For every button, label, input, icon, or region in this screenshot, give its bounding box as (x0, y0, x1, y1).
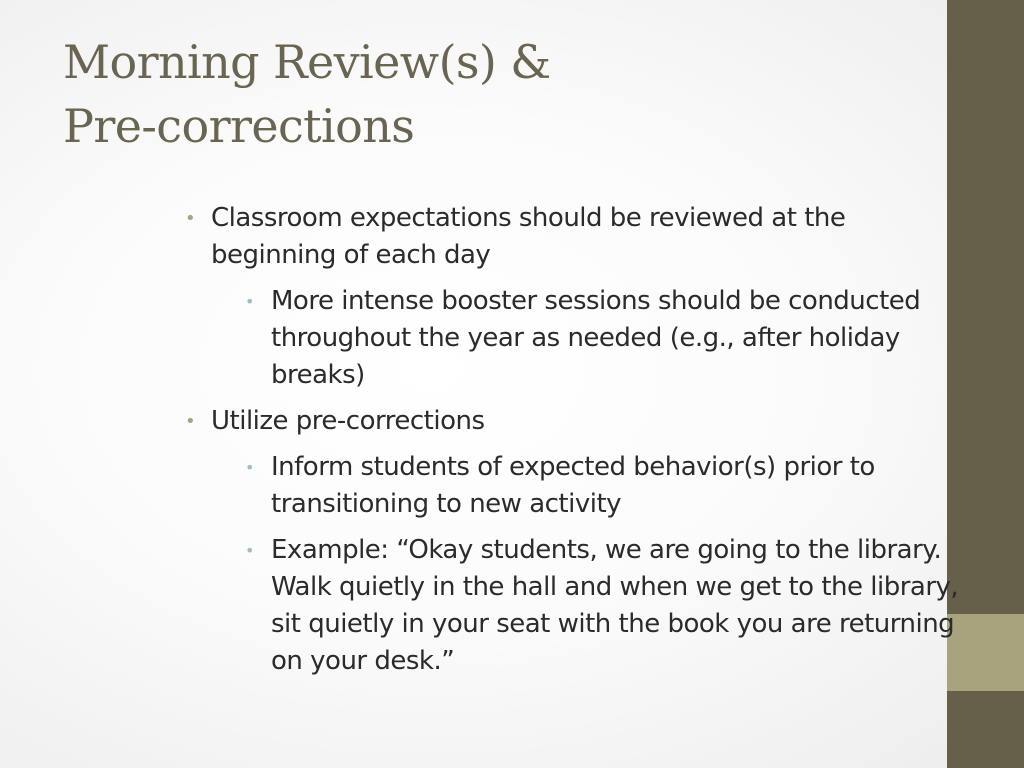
bullet-item (185, 200, 965, 394)
sub-bullet-list (211, 283, 965, 394)
sub-bullet-list (211, 449, 965, 680)
sub-bullet-text: Example: “Okay students, we are going to the library. Walk quietly in the hall and when we get to the library, sit quietly in your seat with the book you are returning on your desk.” (271, 535, 959, 676)
sub-bullet-text: More intense booster sessions should be conducted throughout the year as needed (e.g., after holiday breaks) (271, 286, 921, 390)
sub-bullet-icon: • (245, 541, 254, 560)
slide-title-line-2: Pre-corrections (63, 99, 415, 153)
bullet-icon: • (185, 208, 196, 229)
sub-bullet-item (237, 532, 991, 680)
sub-bullet-icon: • (245, 458, 254, 477)
sub-bullet-icon: • (245, 292, 254, 311)
sub-bullet-item (237, 449, 991, 523)
bullet-text: Classroom expectations should be reviewed at the beginning of each day (211, 203, 846, 270)
slide-title-line-1: Morning Review(s) & (63, 35, 551, 89)
bullet-icon: • (185, 411, 196, 432)
bullet-text: Utilize pre-corrections (211, 406, 485, 436)
bullet-list (185, 200, 965, 680)
bullet-item (185, 403, 965, 680)
sub-bullet-text: Inform students of expected behavior(s) prior to transitioning to new activity (271, 452, 875, 519)
slide-title (63, 30, 923, 158)
sub-bullet-item (237, 283, 991, 394)
